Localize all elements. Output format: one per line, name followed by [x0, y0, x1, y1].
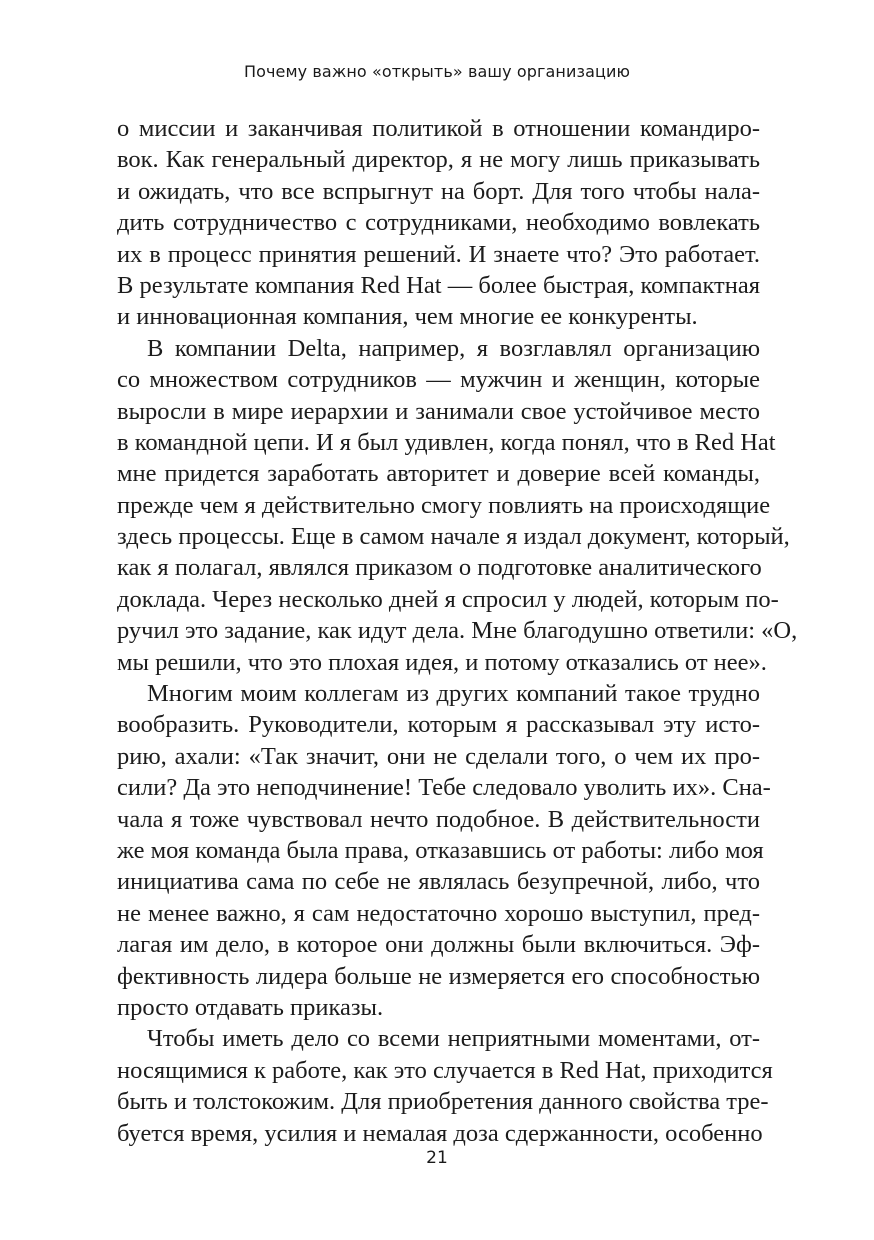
text-line: ручил это задание, как идут дела. Мне благодушно ответили: «О, [117, 617, 798, 645]
paragraph-1 [117, 113, 760, 333]
text-line: как я полагал, являлся приказом о подготовке аналитического [117, 554, 762, 582]
text-line: вообразить. Руководители, которым я рассказывал эту исто- [117, 711, 760, 739]
running-header: Почему важно «открыть» вашу организацию [243, 62, 631, 81]
paragraph-4 [117, 1023, 773, 1149]
text-line: их в процесс принятия решений. И знаете что? Это работает. [117, 240, 760, 268]
text-line: мы решили, что это плохая идея, и потому отказались от нее». [117, 648, 767, 676]
text-line: носящимися к работе, как это случается в Red Hat, приходится [117, 1056, 773, 1084]
text-line: же моя команда была права, отказавшись от работы: либо моя [117, 836, 764, 864]
text-line: чала я тоже чувствовал нечто подобное. В действительности [117, 805, 760, 833]
text-line: не менее важно, я сам недостаточно хорошо выступил, пред- [117, 899, 760, 927]
text-line: Многим моим коллегам из других компаний такое трудно [147, 680, 760, 708]
text-line: просто отдавать приказы. [117, 993, 384, 1021]
text-line: и инновационная компания, чем многие ее конкуренты. [117, 303, 698, 331]
paragraph-3 [117, 678, 771, 1023]
text-line: в командной цепи. И я был удивлен, когда понял, что в Red Hat [117, 428, 776, 456]
text-line: выросли в мире иерархии и занимали свое устойчивое место [117, 397, 760, 425]
text-line: со множеством сотрудников — мужчин и женщин, которые [117, 366, 760, 394]
text-line: буется время, усилия и немалая доза сдержанности, особенно [117, 1119, 763, 1147]
text-line: быть и толстокожим. Для приобретения данного свойства тре- [117, 1088, 769, 1116]
text-line: В результате компания Red Hat — более быстрая, компактная [117, 271, 760, 299]
text-line: Чтобы иметь дело со всеми неприятными моментами, от- [147, 1025, 760, 1053]
text-line: фективность лидера больше не измеряется его способностью [117, 962, 760, 990]
text-line: дить сотрудничество с сотрудниками, необходимо вовлекать [117, 209, 760, 237]
text-line: здесь процессы. Еще в самом начале я издал документ, который, [117, 523, 790, 551]
text-line: мне придется заработать авторитет и доверие всей команды, [117, 460, 760, 488]
text-line: и ожидать, что все вспрыгнут на борт. Для того чтобы нала- [117, 177, 760, 205]
text-line: сили? Да это неподчинение! Тебе следовало уволить их». Сна- [117, 774, 771, 802]
page-number: 21 [426, 1148, 448, 1168]
text-line: рию, ахали: «Так значит, они не сделали того, о чем их про- [117, 742, 760, 770]
text-line: вок. Как генеральный директор, я не могу лишь приказывать [117, 146, 760, 174]
text-line: В компании Delta, например, я возглавлял организацию [147, 334, 760, 362]
text-line: о миссии и заканчивая политикой в отношении командиро- [117, 115, 760, 142]
paragraph-2 [117, 333, 798, 678]
text-line: лагая им дело, в которое они должны были включиться. Эф- [117, 931, 760, 959]
text-line: доклада. Через несколько дней я спросил у людей, которым по- [117, 585, 779, 613]
text-line: прежде чем я действительно смогу повлиять на происходящие [117, 491, 771, 519]
text-line: инициатива сама по себе не являлась безупречной, либо, что [117, 868, 760, 896]
body-text [117, 113, 798, 1149]
